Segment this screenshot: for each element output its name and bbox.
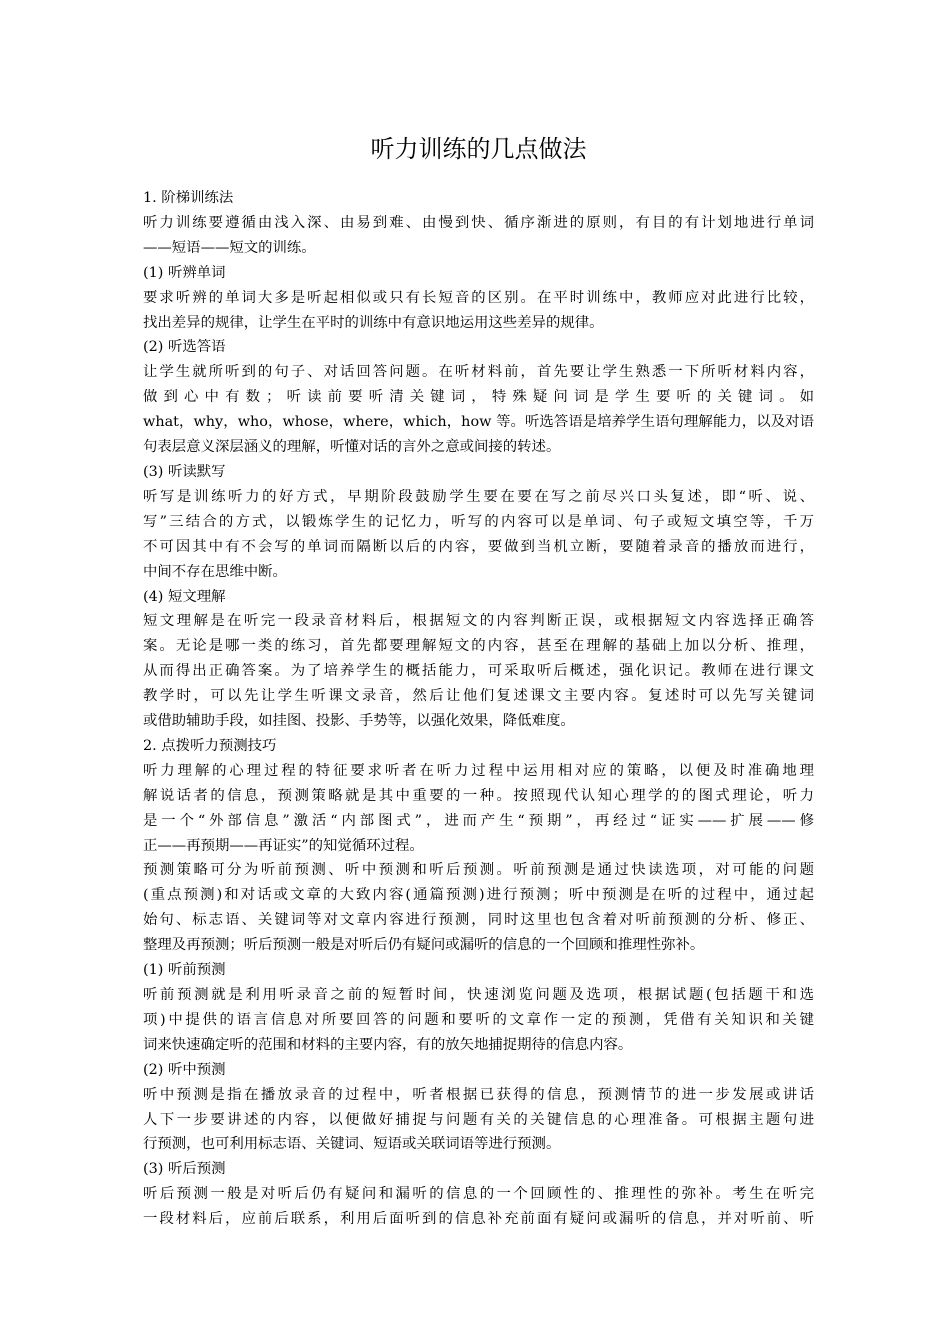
text-line: (3) 听后预测 [143, 1161, 226, 1178]
text-line: (2) 听选答语 [143, 339, 226, 356]
text-line: 听中预测是指在播放录音的过程中，听者根据已获得的信息，预测情节的进一步发展或讲话 [143, 1086, 814, 1103]
text-line: 人下一步要讲述的内容，以便做好捕捉与问题有关的关键信息的心理准备。可根据主题句进 [143, 1111, 814, 1128]
text-line: 是一个“外部信息”激活“内部图式”，进而产生“预期”，再经过“证实——扩展——修 [143, 812, 814, 829]
text-line: 或借助辅助手段，如挂图、投影、手势等，以强化效果，降低难度。 [143, 713, 575, 730]
text-line: 听力理解的心理过程的特征要求听者在听力过程中运用相对应的策略，以便及时准确地理 [143, 762, 814, 779]
text-line: (2) 听中预测 [143, 1061, 226, 1078]
text-line: 2. 点拨听力预测技巧 [143, 737, 277, 754]
text-line: (重点预测)和对话或文章的大致内容(通篇预测)进行预测；听中预测是在听的过程中，通过起 [143, 887, 814, 904]
text-line: 教学时，可以先让学生听课文录音，然后让他们复述课文主要内容。复述时可以先写关键词 [143, 688, 814, 705]
document-title: 听力训练的几点做法 [370, 135, 587, 163]
text-line: 从而得出正确答案。为了培养学生的概括能力，可采取听后概述，强化识记。教师在进行课文 [143, 663, 814, 680]
text-line: 听前预测就是利用听录音之前的短暂时间，快速浏览问题及选项，根据试题(包括题干和选 [143, 987, 814, 1003]
text-line: 找出差异的规律，让学生在平时的训练中有意识地运用这些差异的规律。 [143, 314, 604, 331]
text-line: 案。无论是哪一类的练习，首先都要理解短文的内容，甚至在理解的基础上加以分析、推理， [143, 638, 814, 655]
text-line: 1. 阶梯训练法 [143, 190, 234, 206]
text-line: 要求听辨的单词大多是听起相似或只有长短音的区别。在平时训练中，教师应对此进行比较， [143, 289, 814, 306]
text-line: (1) 听前预测 [143, 962, 226, 979]
text-line: 短文理解是在听完一段录音材料后，根据短文的内容判断正误，或根据短文内容选择正确答 [143, 613, 814, 630]
text-line: 正——再预期——再证实”的知觉循环过程。 [143, 837, 424, 854]
text-line: (3) 听读默写 [143, 463, 226, 480]
text-line: what，why，who，whose，where，which，how 等。听选答语是培养学生语句理解能力，以及对语 [143, 414, 814, 431]
text-line: 解说话者的信息，预测策略就是其中重要的一种。按照现代认知心理学的的图式理论，听力 [143, 787, 814, 804]
document-body [143, 186, 814, 1232]
text-line: 写”三结合的方式，以锻炼学生的记忆力，听写的内容可以是单词、句子或短文填空等，千万 [143, 513, 814, 530]
text-line: 做到心中有数；听读前要听清关键词，特殊疑问词是学生要听的关键词。如 [143, 389, 814, 406]
text-line: 听力训练要遵循由浅入深、由易到难、由慢到快、循序渐进的原则，有目的有计划地进行单词 [143, 214, 814, 231]
text-line: (4) 短文理解 [143, 588, 226, 605]
text-line: 始句、标志语、关键词等对文章内容进行预测，同时这里也包含着对听前预测的分析、修正、 [143, 912, 814, 929]
text-line: 预测策略可分为听前预测、听中预测和听后预测。听前预测是通过快读选项，对可能的问题 [143, 862, 814, 879]
text-line: 让学生就所听到的句子、对话回答问题。在听材料前，首先要让学生熟悉一下所听材料内容， [143, 364, 814, 381]
text-line: (1) 听辨单词 [143, 264, 226, 281]
text-line: 不可因其中有不会写的单词而隔断以后的内容，要做到当机立断，要随着录音的播放而进行， [143, 538, 814, 555]
text-line: 听写是训练听力的好方式，早期阶段鼓励学生要在要在写之前尽兴口头复述，即“听、说、 [143, 488, 814, 505]
text-line: 项)中提供的语言信息对所要回答的问题和要听的文章作一定的预测，凭借有关知识和关键 [143, 1011, 814, 1028]
text-line: 行预测，也可利用标志语、关键词、短语或关联词语等进行预测。 [143, 1136, 561, 1153]
text-line: 整理及再预测；听后预测一般是对听后仍有疑问或漏听的信息的一个回顾和推理性弥补。 [143, 937, 705, 954]
text-line: 听后预测一般是对听后仍有疑问和漏听的信息的一个回顾性的、推理性的弥补。考生在听完 [143, 1186, 814, 1203]
text-line: 一段材料后，应前后联系，利用后面听到的信息补充前面有疑问或漏听的信息，并对听前、听 [143, 1211, 814, 1228]
text-line: ——短语——短文的训练。 [143, 239, 316, 256]
text-line: 中间不存在思维中断。 [143, 563, 287, 580]
text-line: 词来快速确定听的范围和材料的主要内容，有的放矢地捕捉期待的信息内容。 [143, 1036, 633, 1053]
text-line: 句表层意义深层涵义的理解，听懂对话的言外之意或间接的转述。 [143, 439, 561, 456]
